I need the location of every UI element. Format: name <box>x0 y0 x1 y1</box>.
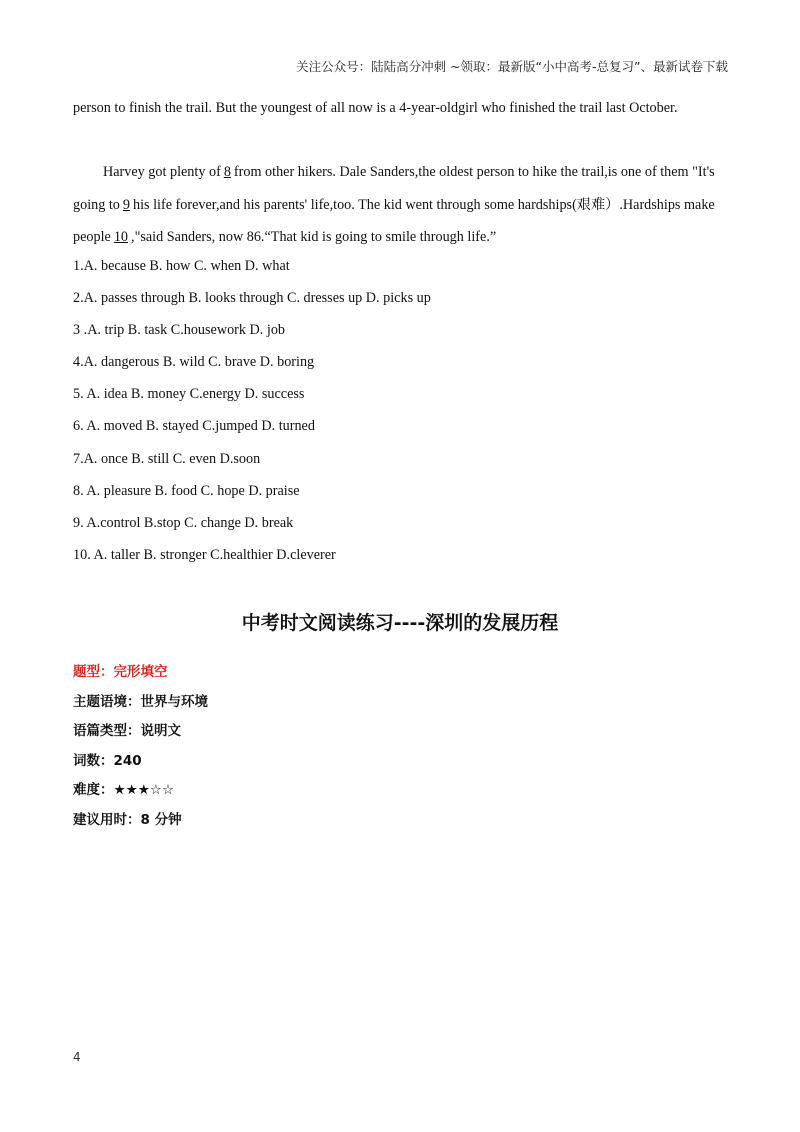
passage-text: from other hikers. Dale Sanders,the oldest person to hike the trail,is one of them "It's going to <box>73 164 715 213</box>
word-count: 词数：240 <box>73 752 142 769</box>
option-line-5: 5. A. idea B. money C.energy D. success <box>73 386 305 403</box>
page-number: 4 <box>73 1050 81 1064</box>
option-line-9: 9. A.control B.stop C. change D. break <box>73 514 294 531</box>
option-line-2: 2.A. passes through B. looks through C. dresses up D. picks up <box>73 290 431 307</box>
passage-paragraph-2 <box>73 156 733 254</box>
blank-8: 8 <box>223 164 231 180</box>
option-line-1: 1.A. because B. how C. when D. what <box>73 258 290 274</box>
blank-10: 10 <box>113 229 129 245</box>
passage-paragraph-1: person to finish the trail. But the youngest of all now is a 4-year-oldgirl who finished the trail last October. <box>73 100 678 116</box>
option-line-6: 6. A. moved B. stayed C.jumped D. turned <box>73 418 315 435</box>
option-line-4: 4.A. dangerous B. wild C. brave D. boring <box>73 354 315 371</box>
theme-context: 主题语境：世界与环境 <box>73 693 208 710</box>
page-header: 关注公众号：陆陆高分冲刺 ~领取：最新版“小中高考-总复习”、最新试卷下载 <box>296 59 728 74</box>
passage-text: his life forever,and his parents' life,too. The kid went through some hardships(艰难）.Hardships make people <box>73 196 715 245</box>
difficulty-rating: 难度：★★★☆☆ <box>73 782 175 798</box>
blank-9: 9 <box>122 196 130 213</box>
question-type: 题型：完形填空 <box>73 664 168 680</box>
option-line-3: 3 .A. trip B. task C.housework D. job <box>73 322 286 339</box>
passage-text: ,"said Sanders, now 86.“That kid is going to smile through life.” <box>131 229 497 245</box>
passage-text: Harvey got plenty of <box>103 164 221 180</box>
option-line-8: 8. A. pleasure B. food C. hope D. praise <box>73 482 300 499</box>
section-title: 中考时文阅读练习----深圳的发展历程 <box>241 612 559 634</box>
text-genre: 语篇类型：说明文 <box>73 723 181 739</box>
option-line-10: 10. A. taller B. stronger C.healthier D.cleverer <box>73 546 336 563</box>
option-line-7: 7.A. once B. still C. even D.soon <box>73 450 261 467</box>
exercise-meta <box>73 658 208 835</box>
suggested-time: 建议用时：8 分钟 <box>73 811 182 828</box>
answer-options-list <box>73 250 431 571</box>
